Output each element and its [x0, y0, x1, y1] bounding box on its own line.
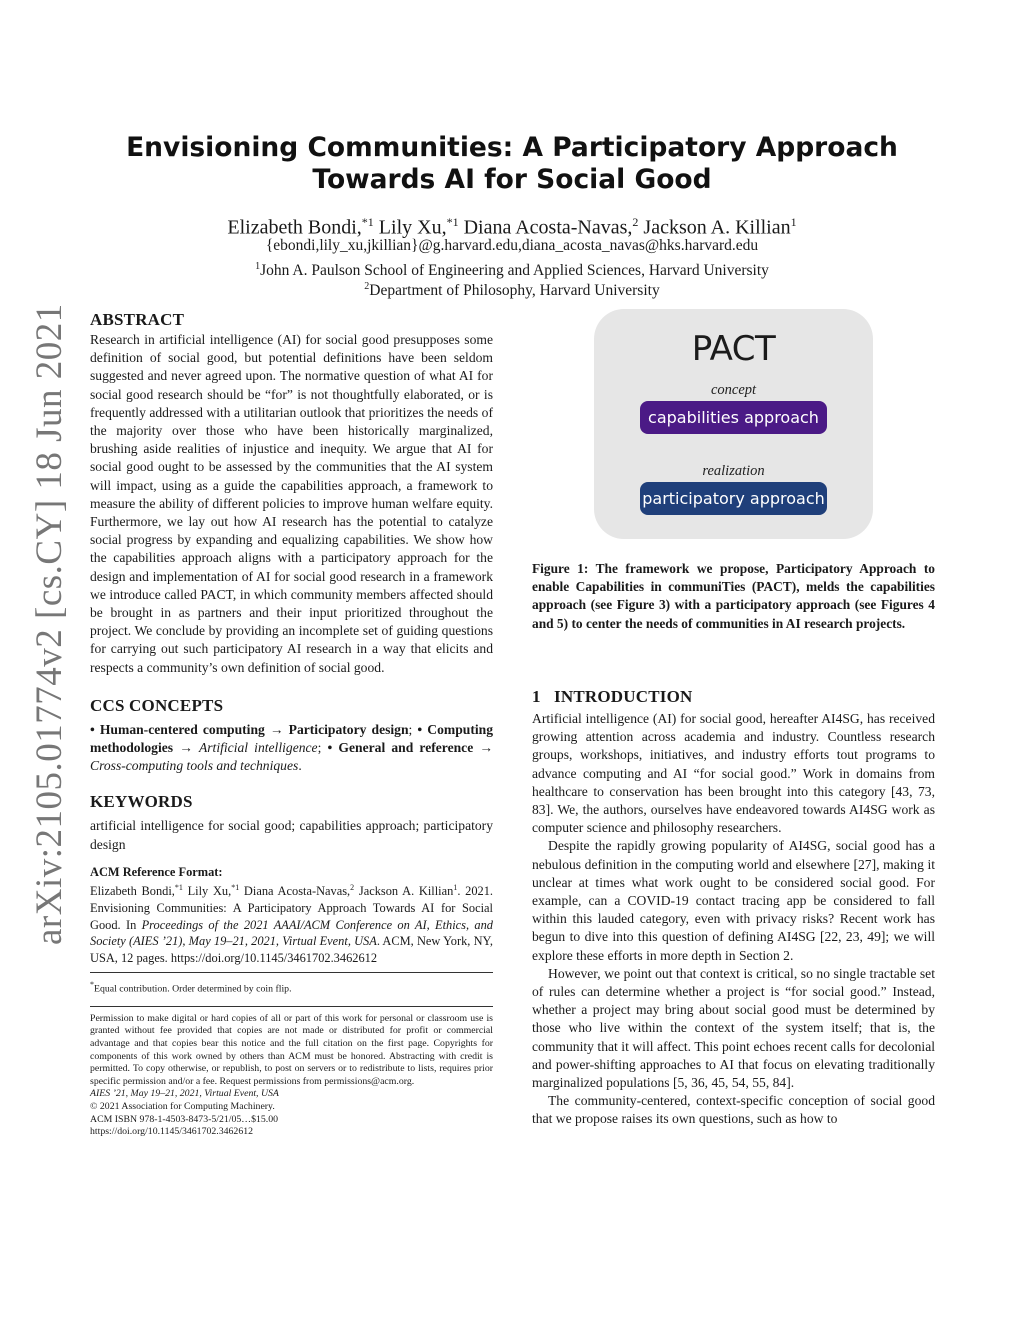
- author-sup: 1: [790, 215, 797, 229]
- ref-sup: 1: [453, 883, 458, 893]
- permission-text: Permission to make digital or hard copies of all or part of this work for personal or classroom use is granted without fee provided that copies are not made or distributed for profit or commercial advantage and that copies bear this notice and the full citation on the first page. Copyrights for components of this work owned by others than ACM must be honored. Abstracting with credit is permitted. To copy otherwise, or republish, to post on servers or to redistribute to lists, requires prior specific permission and/or a fee. Request permissions from permissions@acm.org.: [90, 1012, 493, 1087]
- ccs-arrow: →: [173, 740, 199, 756]
- author-name: Jackson A. Killian: [643, 216, 791, 239]
- intro-paragraph: Despite the rapidly growing popularity of AI4SG, social good has a nebulous definition in the computing world and elsewhere [27], making it unclear at times what work ought to be considered social good. For example, can a COVID-19 contact tracing app be considered to fall within this lauded category, even with privacy risks? Recent work has begun to dive into this question of defining AI4SG [22, 23, 49]; we will explore these efforts in more depth in Section 2.: [532, 838, 935, 963]
- ref-citation: . 2021. Envisioning Communities: A Participatory Approach Towards AI for Social Good. In: [90, 884, 494, 932]
- pact-figure: [594, 309, 873, 539]
- abstract-heading: ABSTRACT: [90, 310, 185, 329]
- affiliation-sup: 1: [255, 261, 261, 272]
- author-sup: *1: [446, 215, 459, 229]
- ref-sup: *1: [174, 883, 183, 893]
- arxiv-stamp: arXiv:2105.01774v2 [cs.CY] 18 Jun 2021: [29, 303, 70, 945]
- participatory-approach-pill: participatory approach: [640, 482, 827, 515]
- ccs-arrow: →: [264, 721, 289, 737]
- ccs-item: Cross-computing tools and techniques: [90, 758, 299, 774]
- ref-author: Lily Xu,: [182, 884, 232, 899]
- paper-title: [100, 132, 924, 196]
- ccs-heading: CCS CONCEPTS: [90, 695, 224, 715]
- title-line-2: Towards AI for Social Good: [312, 164, 712, 195]
- ccs-end: .: [298, 758, 302, 774]
- keywords-heading: KEYWORDS: [90, 792, 193, 812]
- intro-paragraph: Artificial intelligence (AI) for social good, hereafter AI4SG, has received growing attention across academia and industry. Countless research groups, workshops, initiatives, and industry efforts tout programs to advance computing and AI “for social good.” Work in domains from healthcare to conservation has been brought into this category [43, 73, 83]. We, the authors, ourselves have endeavored towards AI4SG work as computer science and philosophy researchers.: [532, 711, 935, 836]
- ref-venue: Proceedings of the 2021 AAAI/ACM Conference on AI, Ethics, and Society (AIES ’21), May 19–21, 2021, Virtual Event, USA: [90, 917, 493, 948]
- ccs-concepts: [90, 721, 493, 776]
- reference-format-heading: ACM Reference Format:: [90, 864, 223, 879]
- conference-line: AIES ’21, May 19–21, 2021, Virtual Event, USA: [90, 1088, 279, 1100]
- footnote-text: Equal contribution. Order determined by coin flip.: [94, 983, 292, 995]
- ccs-item: • General and reference: [327, 740, 474, 756]
- author-name: Elizabeth Bondi,: [227, 216, 362, 239]
- reference-format-text: [90, 880, 493, 966]
- intro-paragraph: The community-centered, context-specific conception of social good that we propose raises its own questions, such as how to: [532, 1093, 935, 1127]
- footnote: [90, 979, 493, 996]
- title-line-1: Envisioning Communities: A Participatory Approach: [126, 132, 898, 163]
- author-sup: 2: [632, 215, 639, 229]
- ref-sup: 2: [350, 883, 355, 893]
- doi-link[interactable]: https://doi.org/10.1145/3461702.3462612: [90, 1126, 254, 1138]
- ccs-arrow: →: [473, 740, 493, 756]
- ccs-item: • Human-centered computing: [90, 721, 265, 737]
- left-column: [90, 309, 493, 1139]
- author-name: Diana Acosta-Navas,: [463, 216, 633, 239]
- ccs-sep: ;: [317, 740, 328, 756]
- ccs-item: Artificial intelligence: [198, 740, 318, 756]
- ref-author: Elizabeth Bondi,: [90, 884, 175, 899]
- footnote-sup: *: [90, 980, 94, 989]
- ref-sup: *1: [231, 883, 240, 893]
- ccs-sep: ;: [408, 721, 418, 737]
- ref-author: Diana Acosta-Navas,: [239, 884, 351, 899]
- intro-paragraph: However, we point out that context is critical, so no single tractable set of rules can determine whether a project is “for social good.” Instead, whether a project may bring about social good must be determined by those who live within the context of the system itself; that is, the community that it will affect. This point echoes recent calls for decolonial and power-shifting approaches to AI that focus on elevating traditionally marginalized populations [5, 36, 45, 54, 55, 84].: [532, 965, 935, 1091]
- pact-title: PACT: [691, 329, 776, 369]
- copyright-line: © 2021 Association for Computing Machinery.: [90, 1101, 275, 1113]
- keywords-text: artificial intelligence for social good; capabilities approach; participatory design: [90, 818, 493, 852]
- author-sup: *1: [361, 215, 374, 229]
- footnote-rule: [90, 972, 493, 973]
- ccs-item: • Computing methodologies: [90, 721, 494, 756]
- introduction-section: [532, 686, 935, 1129]
- abstract-text: Research in artificial intelligence (AI) for social good presupposes some definition of social good, but potential definitions have been seldom suggested and never agreed upon. The normative question of what AI for social good research should be “for” is not thoughtfully elaborated, or is frequently addressed with a utilitarian outlook that prioritizes the needs of the majority over those who have been historically marginalized, brushing aside realities of injustice and inequity. We argue that AI for social good ought to be assessed by the communities that the AI system will impact, using as a guide the capabilities approach, a framework to measure the ability of different policies to improve human welfare equity. Furthermore, we lay out how AI research has the potential to catalyze social progress by expanding and equalizing capabilities. We show how the capabilities approach aligns with a participatory approach for the design and implementation of AI for social good research in a framework we introduce called PACT, in which community members affected should be brought in as partners and their input prioritized throughout the project. We conclude by providing an incomplete set of guiding questions for carrying out such participatory AI research in a way that elicits and respects a community’s own definition of social good.: [90, 332, 493, 675]
- concept-label: concept: [710, 382, 757, 398]
- affiliation-text: Department of Philosophy, Harvard University: [369, 282, 660, 300]
- realization-label: realization: [702, 463, 765, 479]
- author-name: Lily Xu,: [378, 216, 447, 239]
- ref-rest: . ACM, New York, NY, USA, 12 pages. https://doi.org/10.1145/3461702.3462612: [90, 934, 493, 965]
- affiliation-text: John A. Paulson School of Engineering and Applied Sciences, Harvard University: [260, 262, 769, 280]
- author-emails: {ebondi,lily_xu,jkillian}@g.harvard.edu,diana_acosta_navas@hks.harvard.edu: [265, 237, 759, 254]
- introduction-heading: 1 INTRODUCTION: [532, 687, 693, 706]
- affiliation-2: [100, 277, 924, 301]
- permission-rule: [90, 1006, 493, 1007]
- figure-caption: Figure 1: The framework we propose, Participatory Approach to enable Capabilities in communiTies (PACT), melds the capabilities approach (see Figure 3) with a participatory approach (see Figures 4 and 5) to center the needs of communities in AI research projects.: [532, 561, 935, 631]
- ref-author: Jackson A. Killian: [354, 884, 454, 899]
- ccs-item: Participatory design: [288, 721, 409, 737]
- affiliation-sup: 2: [364, 281, 370, 292]
- capabilities-approach-pill: capabilities approach: [640, 401, 827, 434]
- isbn-line: ACM ISBN 978-1-4503-8473-5/21/05…$15.00: [90, 1113, 279, 1125]
